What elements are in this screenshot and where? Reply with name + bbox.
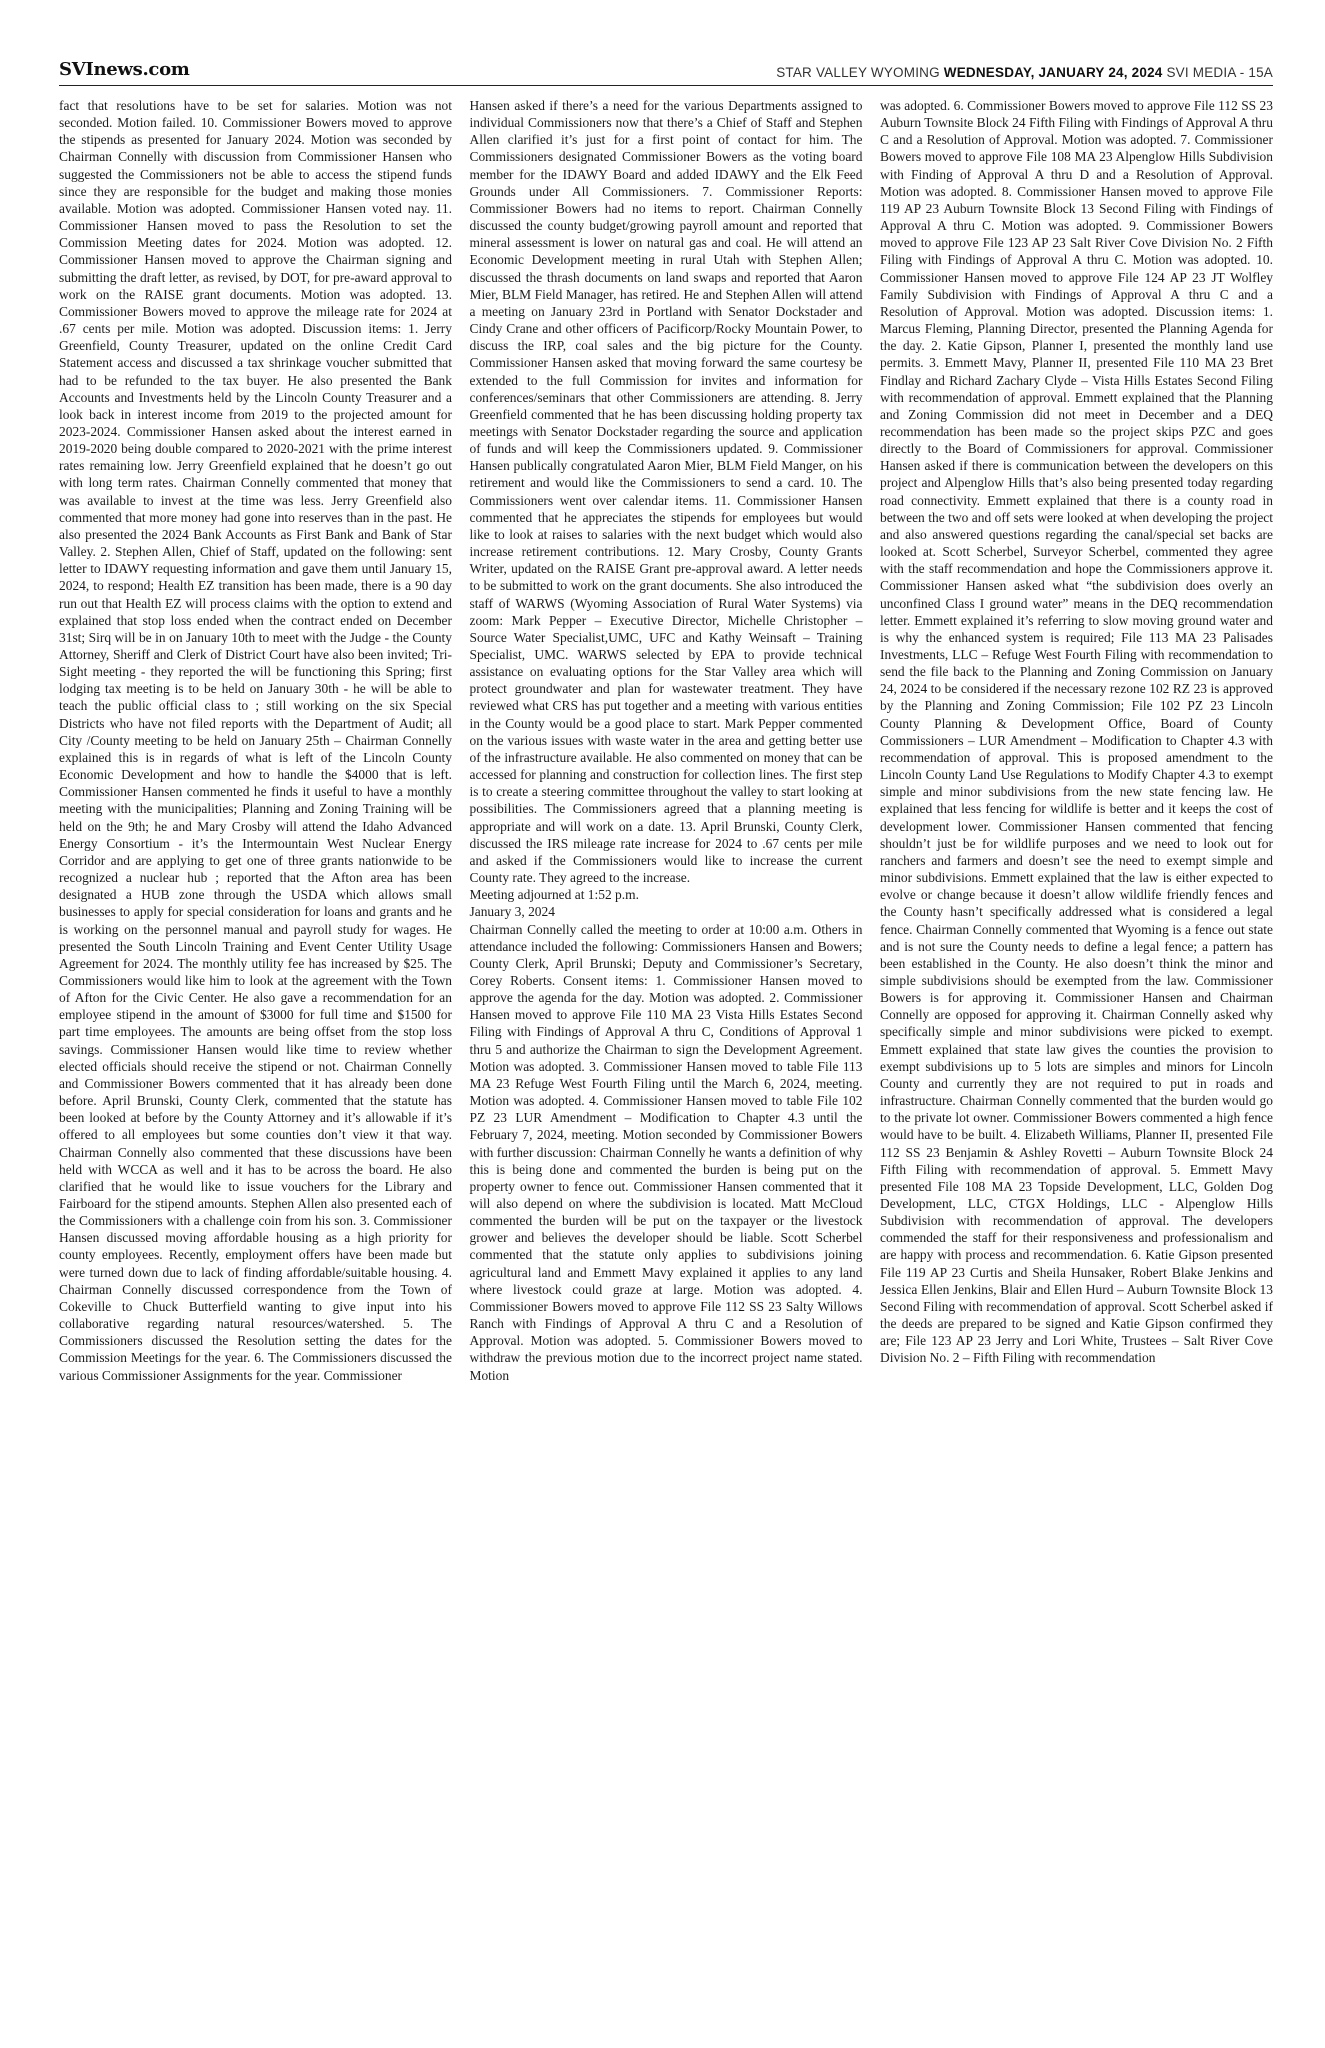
issue-date: WEDNESDAY, JANUARY 24, 2024 bbox=[943, 65, 1163, 80]
article-column-2 bbox=[470, 97, 863, 1384]
site-name: SVInews.com bbox=[59, 59, 190, 80]
meeting-date-heading: January 3, 2024 bbox=[469, 904, 555, 920]
section-page: SVI MEDIA - 15A bbox=[1166, 65, 1273, 80]
folio-line bbox=[776, 65, 1273, 80]
column-3-text: was adopted. 6. Commissioner Bowers moved to approve File 112 SS 23 Auburn Townsite Block 24 Fifth Filing with Findings of Approval A thru C and a Resolution of Approval. Motion was adopted. 7. Commissioner Bowers moved to approve File 108 MA 23 Alpenglow Hills Subdivision with Finding of Approval A thru D and a Resolution of Approval. Motion was adopted. 8. Commissioner Hansen moved to approve File 119 AP 23 Auburn Townsite Block 13 Second Filing with Findings of Approval A thru C. Motion was adopted. 9. Commissioner Bowers moved to approve File 123 AP 23 Salt River Cove Division No. 2 Fifth Filing with Findings of Approval A thru C. Motion was adopted. 10. Commissioner Hansen moved to approve File 124 AP 23 JT Wolfley Family Subdivision with Findings of Approval A thru C and a Resolution of Approval. Motion was adopted. Discussion items: 1. Marcus Fleming, Planning Director, presented the Planning Agenda for the day. 2. Katie Gipson, Planner I, presented the monthly land use permits. 3. Emmett Mavy, Planner II, presented File 110 MA 23 Bret Findlay and Richard Zachary Clyde – Vista Hills Estates Second Filing with recommendation of approval. Emmett explained that the Planning and Zoning Commission did not meet in December and a DEQ recommendation has been made so the project skips PZC and goes directly to the Board of Commissioners for approval. Commissioner Hansen asked if there is communication between the developers on this project and Alpenglow Hills that’s also being presented today regarding road connectivity. Emmett explained that there is a county road in between the two and off sets were looked at when developing the project and also answered questions regarding the canal/special set backs are looked at. Scott Scherbel, Surveyor Scherbel, commented they agree with the staff recommendation and hope the Commissioners approve it. Commissioner Hansen asked what “the subdivision does overly an unconfined Class I ground water” means in the DEQ recommendation letter. Emmett explained it’s referring to slow moving ground water and is why the enhanced system is required; File 113 MA 23 Palisades Investments, LLC – Refuge West Fourth Filing with recommendation to send the file back to the Planning and Zoning Commission on January 24, 2024 to be considered if the necessary rezone 102 RZ 23 is approved by the Planning and Zoning Commission; File 102 PZ 23 Lincoln County Planning & Development Office, Board of County Commissioners – LUR Amendment – Modification to Chapter 4.3 with recommendation of approval. This is proposed amendment to the Lincoln County Land Use Regulations to Modify Chapter 4.3 to exempt simple and minor subdivisions from the new state fencing law. He explained that less fencing for wildlife is better and it keeps the cost of development lower. Commissioner Hansen commented that fencing shouldn’t just be for wildlife purposes and we need to look out for ranchers and farmers and doesn’t see the need to exempt simple and minor subdivisions. Emmett explained that the law is either expected to evolve or change because it doesn’t allow wildlife friendly fences and the County hasn’t specifically addressed what is considered a legal fence. Chairman Connelly commented that Wyoming is a fence out state and is not sure the County needs to define a legal fence; a pattern has been established in the County. He also doesn’t think the minor and simple subdivisions should be exempted from the law. Commissioner Bowers is for approving it. Commissioner Hansen and Chairman Connelly are opposed for approving it. Chairman Connelly asked why specifically simple and minor subdivisions were picked to exempt. Emmett explained that state law gives the counties the provision to exempt subdivisions up to 5 lots are simples and minors for Lincoln County and currently they are not required to put in roads and infrastructure. Chairman Connelly commented that the burden would go to the private lot owner. Commissioner Bowers commented a high fence would have to be built. 4. Elizabeth Williams, Planner II, presented File 112 SS 23 Benjamin & Ashley Rovetti – Auburn Townsite Block 24 Fifth Filing with recommendation of approval. 5. Emmett Mavy presented File 108 MA 23 Topside Development, LLC, Golden Dog Development, LLC, CTGX Holdings, LLC - Alpenglow Hills Subdivision with recommendation of approval. The developers commended the staff for their responsiveness and professionalism and are happy with process and recommendation. 6. Katie Gipson presented File 119 AP 23 Curtis and Sheila Hunsaker, Robert Blake Jenkins and Jessica Ellen Jenkins, Blair and Ellen Hurd – Auburn Townsite Block 13 Second Filing with recommendation of approval. Scott Scherbel asked if the deeds are prepared to be signed and Katie Gipson confirmed they are; File 123 AP 23 Jerry and Lori White, Trustees – Salt River Cove Division No. 2 – Fifth Filing with recommendation bbox=[880, 98, 1273, 1366]
article-columns bbox=[59, 97, 1273, 1384]
column-1-text: fact that resolutions have to be set for salaries. Motion was not seconded. Motion failed. 10. Commissioner Bowers moved to approve the stipends as presented for January 2024. Motion was seconded by Chairman Connelly with discussion from Commissioner Hansen who suggested the Commissioners not be able to access the stipend funds since they are responsible for the budget and making those monies available. Motion was adopted. Commissioner Hansen voted nay. 11. Commissioner Hansen moved to pass the Resolution to set the Commission Meeting dates for 2024. Motion was adopted. 12. Commissioner Hansen moved to approve the Chairman signing and submitting the draft letter, as revised, by DOT, for pre-award approval to work on the RAISE grant documents. Motion was adopted. 13. Commissioner Bowers moved to approve the mileage rate for 2024 at .67 cents per mile. Motion was adopted. Discussion items: 1. Jerry Greenfield, County Treasurer, updated on the online Credit Card Statement access and discussed a tax shrinkage voucher submitted that had to be refunded to the tax buyer. He also presented the Bank Accounts and Investments held by the Lincoln County Treasurer and a look back in interest income from 2019 to the projected amount for 2023-2024. Commissioner Hansen asked about the interest earned in 2019-2020 being double compared to 2020-2021 with the prime interest rates remaining low. Jerry Greenfield explained that he doesn’t go out with long term rates. Chairman Connelly commented that money that was available to invest at the time was less. Jerry Greenfield also commented that more money had gone into reserves than in the past. He also presented the 2024 Bank Accounts as First Bank and Bank of Star Valley. 2. Stephen Allen, Chief of Staff, updated on the following: sent letter to IDAWY requesting information and gave them until January 15, 2024, to respond; Health EZ transition has been made, there is a 90 day run out that Health EZ will process claims with the option to extend and explained that stop loss ended when the contract ended on December 31st; Sirq will be in on January 10th to meet with the Judge - the County Attorney, Sheriff and Clerk of District Court have also been invited; Tri-Sight meeting - they reported the will be functioning this Spring; first lodging tax meeting is to be held on January 30th - he will be able to teach the public official class to ; still working on the six Special Districts who have not filed reports with the Department of Audit; all City /County meeting to be held on January 25th – Chairman Connelly explained this is in regards of what is left of the Lincoln County Economic Development and how to handle the $4000 that is left. Commissioner Hansen commented he finds it useful to have a monthly meeting with the municipalities; Planning and Zoning Training will be held on the 9th; he and Mary Crosby will attend the Idaho Advanced Energy Consortium - it’s the Intermountain West Nuclear Energy Corridor and are applying to get one of three grants nationwide to be recognized a nuclear hub ; reported that the Afton area has been designated a HUB zone through the USDA which allows small businesses to apply for special consideration for loans and grants and he is working on the personnel manual and payroll study for wages. He presented the South Lincoln Training and Event Center Utility Usage Agreement for 2024. The monthly utility fee has increased by $25. The Commissioners would like him to look at the agreement with the Town of Afton for the Civic Center. He also gave a recommendation for an employee stipend in the amount of $3000 for full time and $1500 for part time employees. The amounts are being offset from the stop loss savings. Commissioner Hansen would like time to review whether elected officials should receive the stipend or not. Chairman Connelly and Commissioner Bowers commented that it has already been done before. April Brunski, County Clerk, commented that the statute has been looked at before by the County Attorney and it’s allowable if it’s offered to all employees but some counties don’t view it that way. Chairman Connelly also commented that these discussions have been held with WCCA as well and it has to be across the board. He also clarified that he would like to issue vouchers for the Library and Fairboard for the stipend amounts. Stephen Allen also presented each of the Commissioners with a challenge coin from his son. 3. Commissioner Hansen discussed moving affordable housing as a high priority for county employees. Recently, employment offers have been made but were turned down due to lack of finding affordable/suitable housing. 4. Chairman Connelly discussed correspondence from the Town of Cokeville to Chuck Butterfield wanting to give input into his collaborative regarding natural resources/watershed. 5. The Commissioners discussed the Resolution setting the dates for the Commission Meetings for the year. 6. The Commissioners discussed the various Commissioner Assignments for the year. Commissioner bbox=[59, 98, 452, 1383]
article-column-3 bbox=[880, 97, 1273, 1384]
column-2-text: Hansen asked if there’s a need for the various Departments assigned to individual Commissioners now that there’s a Chief of Staff and Stephen Allen clarified it’s just for a first point of contact for him. The Commissioners designated Commissioner Bowers as the voting board member for the IDAWY Board and added IDAWY and the Elk Feed Grounds under All Commissioners. 7. Commissioner Reports: Commissioner Bowers had no items to report. Chairman Connelly discussed the county budget/growing payroll amount and reported that mineral assessment is lower on natural gas and coal. He will attend an Economic Development meeting in rural Utah with Stephen Allen; discussed the thrash documents on land swaps and reported that Aaron Mier, BLM Field Manager, has retired. He and Stephen Allen will attend a meeting on January 23rd in Portland with Senator Dockstader and Cindy Crane and other officers of Pacificorp/Rocky Mountain Power, to discuss the IRP, coal sales and the big picture for the County. Commissioner Hansen asked that moving forward the same courtesy be extended to the full Commission for invites and information for conferences/seminars that other Commissioners are attending. 8. Jerry Greenfield commented that he has been discussing holding property tax meetings with Senator Dockstader regarding the source and application of funds and will keep the Commissioners updated. 9. Commissioner Hansen publically congratulated Aaron Mier, BLM Field Manger, on his retirement and would like the Commissioners to send a card. 10. The Commissioners went over calendar items. 11. Commissioner Hansen commented that he appreciates the stipends for employees but would like to look at raises to salaries with the next budget which would also increase retirement contributions. 12. Mary Crosby, County Grants Writer, updated on the RAISE Grant pre-approval award. A letter needs to be submitted to work on the grant documents. She also introduced the staff of WARWS (Wyoming Association of Rural Water Systems) via zoom: Mark Pepper – Executive Director, Michelle Christopher – Source Water Specialist,UMC, UFC and Kathy Weinsaft – Training Specialist, UMC. WARWS selected by EPA to provide technical assistance on evaluating options for the Star Valley area which will protect groundwater and plan for wastewater treatment. They have reviewed what CRS has put together and a meeting with various entities in the County would be a good place to start. Mark Pepper commented on the various issues with waste water in the area and getting better use of the infrastructure available. He also commented on money that can be accessed for planning and construction for collection lines. The first step is to create a steering committee throughout the valley to start looking at possibilities. The Commissioners agreed that a planning meeting is appropriate and will work on a date. 13. April Brunski, County Clerk, discussed the IRS mileage rate increase for 2024 to .67 cents per mile and asked if the Commissioners would like to increase the current County rate. They agreed to the increase. bbox=[469, 98, 863, 886]
masthead bbox=[59, 56, 1273, 86]
publication-name: STAR VALLEY WYOMING bbox=[776, 65, 940, 80]
meeting-adjourned-line: Meeting adjourned at 1:52 p.m. bbox=[469, 887, 639, 903]
article-column-1 bbox=[59, 97, 452, 1384]
column-2-minutes-text: Chairman Connelly called the meeting to order at 10:00 a.m. Others in attendance included the following: Commissioners Hansen and Bowers; County Clerk, April Brunski; Deputy and Commissioner’s Secretary, Corey Roberts. Consent items: 1. Commissioner Hansen moved to approve the agenda for the day. Motion was adopted. 2. Commissioner Hansen moved to approve File 110 MA 23 Vista Hills Estates Second Filing with Findings of Approval A thru C, Conditions of Approval 1 thru 5 and authorize the Chairman to sign the Development Agreement. Motion was adopted. 3. Commissioner Hansen moved to table File 113 MA 23 Refuge West Fourth Filing until the March 6, 2024, meeting. Motion was adopted. 4. Commissioner Hansen moved to table File 102 PZ 23 LUR Amendment – Modification to Chapter 4.3 until the February 7, 2024, meeting. Motion seconded by Commissioner Bowers with further discussion: Chairman Connelly he wants a definition of why this is being done and commented the burden is being put on the property owner to fence out. Commissioner Hansen commented that it will also depend on where the subdivision is located. Matt McCloud commented the burden will be put on the taxpayer or the livestock grower and believes the developer should be liable. Scott Scherbel commented that the statute only applies to subdivisions joining agricultural land and Emmett Mavy explained it applies to any land where livestock could graze at large. Motion was adopted. 4. Commissioner Bowers moved to approve File 112 SS 23 Salty Willows Ranch with Findings of Approval A thru C and a Resolution of Approval. Motion was adopted. 5. Commissioner Bowers moved to withdraw the previous motion due to the incorrect project name stated. Motion bbox=[469, 921, 863, 1383]
